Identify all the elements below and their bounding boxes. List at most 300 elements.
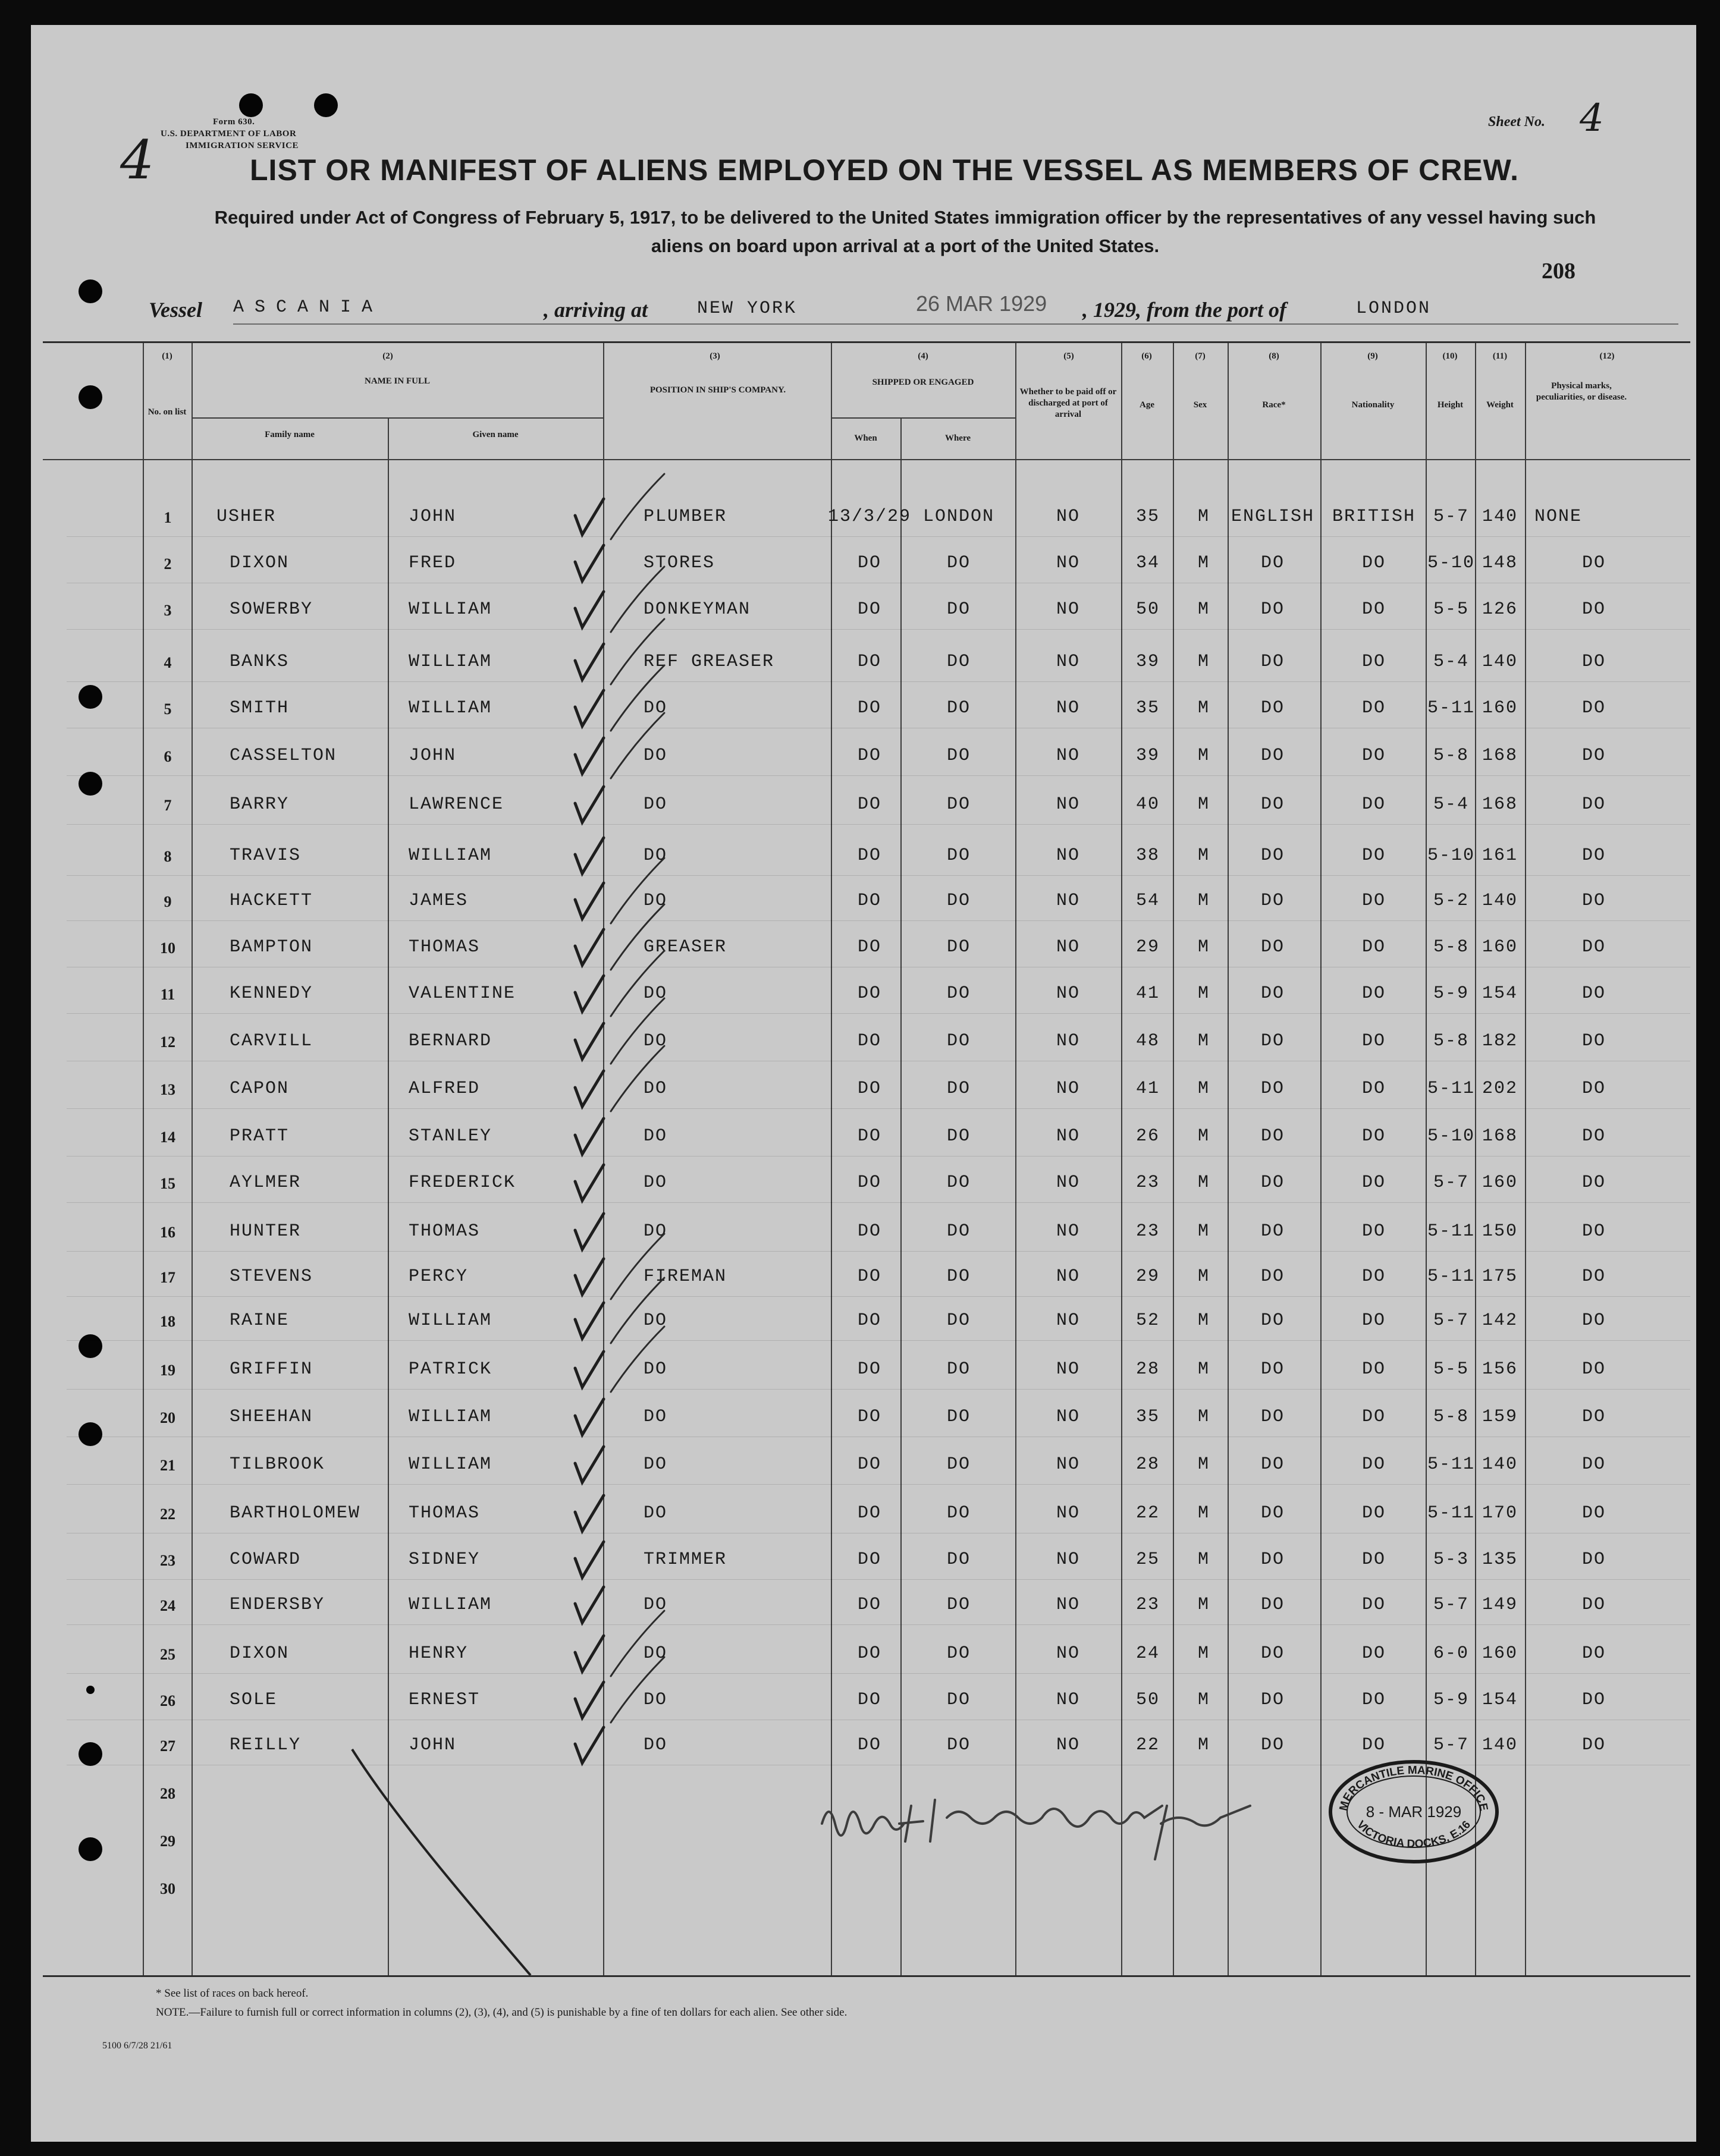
check-mark xyxy=(575,883,604,919)
stamp-date-text: 8 - MAR 1929 xyxy=(1366,1803,1462,1821)
row-rule xyxy=(67,1251,1690,1252)
row-number: 10 xyxy=(160,939,175,957)
col-head-when: When xyxy=(854,433,877,443)
weight-cell: 160 xyxy=(1482,937,1518,957)
paid-off-cell: NO xyxy=(1056,1690,1081,1710)
sex-cell: M xyxy=(1197,937,1210,957)
weight-cell: 154 xyxy=(1482,983,1518,1004)
row-number: 19 xyxy=(160,1362,175,1379)
col-num-4: (4) xyxy=(918,351,928,361)
col-head-position: POSITION IN SHIP'S COMPANY. xyxy=(649,385,786,395)
race-cell: DO xyxy=(1260,983,1285,1004)
given-name-cell: THOMAS xyxy=(409,937,481,957)
shipped-when-cell: DO xyxy=(857,1690,882,1710)
sex-cell: M xyxy=(1197,1690,1210,1710)
sheet-number: 4 xyxy=(1580,96,1604,140)
paid-off-cell: NO xyxy=(1056,507,1081,527)
row-rule xyxy=(67,1579,1690,1580)
punch-hole xyxy=(239,93,263,117)
shipped-where-cell: DO xyxy=(946,1690,971,1710)
row-rule xyxy=(67,920,1690,921)
race-cell: DO xyxy=(1260,1454,1285,1475)
check-mark xyxy=(575,1587,604,1623)
weight-cell: 150 xyxy=(1482,1221,1518,1242)
physical-marks-cell: DO xyxy=(1581,1735,1606,1755)
page-title: LIST OR MANIFEST OF ALIENS EMPLOYED ON THE VESSEL AS MEMBERS OF CREW. xyxy=(250,153,1519,187)
physical-marks-cell: DO xyxy=(1581,746,1606,766)
given-name-cell: WILLIAM xyxy=(409,652,492,672)
given-name-cell: FREDERICK xyxy=(409,1173,516,1193)
race-cell: DO xyxy=(1260,1126,1285,1146)
paid-off-cell: NO xyxy=(1056,1454,1081,1475)
height-cell: 5-11 xyxy=(1427,1266,1476,1287)
row-rule xyxy=(67,1340,1690,1341)
height-cell: 5-7 xyxy=(1433,1173,1470,1193)
row-number: 18 xyxy=(160,1313,175,1330)
shipped-where-cell: DO xyxy=(946,1079,971,1099)
arrival-date-stamp: 26 MAR 1929 xyxy=(916,291,1047,316)
check-mark xyxy=(575,592,604,627)
position-cell: TRIMMER xyxy=(644,1550,727,1570)
page-subtitle xyxy=(132,203,1678,260)
position-cell: DO xyxy=(644,1735,668,1755)
subtitle-line-2: aliens on board upon arrival at a port of the United States. xyxy=(651,235,1160,256)
shipped-when-cell: DO xyxy=(857,553,882,573)
column-divider xyxy=(1525,343,1526,1975)
family-name-cell: DIXON xyxy=(230,553,290,573)
check-mark xyxy=(575,499,604,535)
paid-off-cell: NO xyxy=(1056,891,1081,911)
shipped-where-cell: DO xyxy=(946,846,971,866)
inspector-signature xyxy=(810,1782,1286,1877)
row-number: 13 xyxy=(160,1081,175,1098)
col-head-age: Age xyxy=(1140,400,1154,410)
row-number: 2 xyxy=(164,555,172,573)
nationality-cell: DO xyxy=(1361,1690,1386,1710)
position-cell: REF GREASER xyxy=(644,652,775,672)
physical-marks-cell: DO xyxy=(1581,1126,1606,1146)
check-mark xyxy=(575,545,604,581)
family-name-cell: CASSELTON xyxy=(230,746,337,766)
given-name-cell: PERCY xyxy=(409,1266,469,1287)
paid-off-cell: NO xyxy=(1056,1173,1081,1193)
row-number: 4 xyxy=(164,654,172,671)
family-name-cell: BANKS xyxy=(230,652,290,672)
punch-hole xyxy=(79,1837,102,1861)
column-divider xyxy=(1228,343,1229,1975)
given-name-cell: JOHN xyxy=(409,507,457,527)
check-mark xyxy=(575,1399,604,1435)
race-cell: DO xyxy=(1260,1735,1285,1755)
sex-cell: M xyxy=(1197,1173,1210,1193)
paid-off-cell: NO xyxy=(1056,846,1081,866)
weight-cell: 140 xyxy=(1482,891,1518,911)
shipped-when-cell: DO xyxy=(857,652,882,672)
shipped-where-cell: DO xyxy=(946,891,971,911)
family-name-cell: TRAVIS xyxy=(230,846,302,866)
position-cell: DO xyxy=(644,1690,668,1710)
vessel-underline xyxy=(233,323,1678,325)
age-cell: 23 xyxy=(1135,1221,1160,1242)
position-cell: DO xyxy=(644,1643,668,1664)
shipped-when-cell: DO xyxy=(857,1173,882,1193)
col-head-height: Height xyxy=(1437,400,1464,410)
given-name-cell: JAMES xyxy=(409,891,469,911)
shipped-when-cell: DO xyxy=(857,1359,882,1379)
physical-marks-cell: DO xyxy=(1581,1359,1606,1379)
shipped-where-cell: DO xyxy=(946,698,971,718)
row-rule xyxy=(67,1673,1690,1674)
row-number: 14 xyxy=(160,1129,175,1146)
weight-cell: 142 xyxy=(1482,1310,1518,1331)
physical-marks-cell: DO xyxy=(1581,652,1606,672)
check-mark xyxy=(575,1636,604,1671)
shipped-where-cell: LONDON xyxy=(922,507,995,527)
row-number: 20 xyxy=(160,1409,175,1426)
row-number: 8 xyxy=(164,848,172,865)
position-cell: DONKEYMAN xyxy=(644,599,751,620)
shipped-where-cell: DO xyxy=(946,1031,971,1051)
shipped-when-cell: DO xyxy=(857,1595,882,1615)
shipped-when-cell: DO xyxy=(857,891,882,911)
weight-cell: 168 xyxy=(1482,794,1518,815)
family-name-cell: KENNEDY xyxy=(230,983,313,1004)
sex-cell: M xyxy=(1197,1735,1210,1755)
family-name-cell: STEVENS xyxy=(230,1266,313,1287)
col-head-no-on-list: No. on list xyxy=(147,407,187,417)
height-cell: 5-8 xyxy=(1433,746,1470,766)
physical-marks-cell: DO xyxy=(1581,1266,1606,1287)
check-mark xyxy=(575,838,604,873)
column-divider xyxy=(603,343,604,1975)
punch-hole xyxy=(79,1422,102,1446)
height-cell: 5-11 xyxy=(1427,1503,1476,1523)
weight-cell: 170 xyxy=(1482,1503,1518,1523)
family-name-cell: USHER xyxy=(216,507,277,527)
shipped-where-cell: DO xyxy=(946,1595,971,1615)
sex-cell: M xyxy=(1197,1407,1210,1427)
position-cell: DO xyxy=(644,794,668,815)
punch-hole xyxy=(79,1334,102,1358)
sex-cell: M xyxy=(1197,553,1210,573)
shipped-where-cell: DO xyxy=(946,746,971,766)
family-name-cell: PRATT xyxy=(230,1126,290,1146)
shipped-when-cell: DO xyxy=(857,937,882,957)
paid-off-cell: NO xyxy=(1056,652,1081,672)
sex-cell: M xyxy=(1197,1310,1210,1331)
height-cell: 5-11 xyxy=(1427,1079,1476,1099)
given-name-cell: THOMAS xyxy=(409,1221,481,1242)
check-mark xyxy=(575,1165,604,1200)
position-cell: DO xyxy=(644,1407,668,1427)
col-num-1: (1) xyxy=(162,351,172,361)
physical-marks-cell: DO xyxy=(1581,1595,1606,1615)
family-name-cell: BAMPTON xyxy=(230,937,313,957)
height-cell: 5-8 xyxy=(1433,937,1470,957)
weight-cell: 126 xyxy=(1482,599,1518,620)
age-cell: 40 xyxy=(1135,794,1160,815)
check-mark xyxy=(575,1352,604,1387)
height-cell: 5-7 xyxy=(1433,1595,1470,1615)
sex-cell: M xyxy=(1197,891,1210,911)
weight-cell: 161 xyxy=(1482,846,1518,866)
row-number: 22 xyxy=(160,1506,175,1523)
family-name-cell: AYLMER xyxy=(230,1173,302,1193)
column-divider xyxy=(1475,343,1476,1975)
family-name-cell: ENDERSBY xyxy=(230,1595,325,1615)
col-head-sex: Sex xyxy=(1193,400,1207,410)
row-rule xyxy=(67,875,1690,876)
physical-marks-cell: DO xyxy=(1581,599,1606,620)
row-rule xyxy=(67,1202,1690,1203)
race-cell: DO xyxy=(1260,1359,1285,1379)
check-mark xyxy=(575,1071,604,1107)
check-mark xyxy=(575,787,604,822)
physical-marks-cell: DO xyxy=(1581,1079,1606,1099)
race-cell: DO xyxy=(1260,553,1285,573)
form-number: Form 630. xyxy=(213,117,255,127)
physical-marks-cell: DO xyxy=(1581,1031,1606,1051)
weight-cell: 168 xyxy=(1482,1126,1518,1146)
nationality-cell: DO xyxy=(1361,1454,1386,1475)
sex-cell: M xyxy=(1197,507,1210,527)
row-number: 15 xyxy=(160,1175,175,1192)
nationality-cell: DO xyxy=(1361,652,1386,672)
col-num-3: (3) xyxy=(710,351,720,361)
col-num-5: (5) xyxy=(1063,351,1074,361)
family-name-cell: HUNTER xyxy=(230,1221,302,1242)
shipped-when-cell: DO xyxy=(857,1031,882,1051)
race-cell: ENGLISH xyxy=(1231,507,1315,527)
check-mark xyxy=(575,1118,604,1154)
position-cell: STORES xyxy=(644,553,715,573)
nationality-cell: DO xyxy=(1361,891,1386,911)
row-rule xyxy=(67,1389,1690,1390)
family-name-cell: CARVILL xyxy=(230,1031,313,1051)
position-cell: DO xyxy=(644,983,668,1004)
position-cell: DO xyxy=(644,746,668,766)
manifest-sheet xyxy=(31,25,1696,2142)
physical-marks-cell: DO xyxy=(1581,891,1606,911)
height-cell: 5-4 xyxy=(1433,652,1470,672)
weight-cell: 140 xyxy=(1482,652,1518,672)
check-mark xyxy=(575,1259,604,1294)
race-cell: DO xyxy=(1260,1643,1285,1664)
row-number: 12 xyxy=(160,1033,175,1051)
sex-cell: M xyxy=(1197,1126,1210,1146)
nationality-cell: DO xyxy=(1361,1173,1386,1193)
col-head-family-name: Family name xyxy=(265,430,315,439)
height-cell: 5-7 xyxy=(1433,1310,1470,1331)
paid-off-cell: NO xyxy=(1056,1126,1081,1146)
given-name-cell: LAWRENCE xyxy=(409,794,504,815)
column-divider xyxy=(900,417,902,1975)
age-cell: 22 xyxy=(1135,1503,1160,1523)
weight-cell: 159 xyxy=(1482,1407,1518,1427)
row-rule xyxy=(67,1484,1690,1485)
sheet-label: Sheet No. xyxy=(1488,114,1545,130)
row-rule xyxy=(67,629,1690,630)
row-rule xyxy=(67,1013,1690,1014)
paid-off-cell: NO xyxy=(1056,937,1081,957)
height-cell: 5-9 xyxy=(1433,1690,1470,1710)
cancel-stroke xyxy=(340,1743,542,1981)
shipped-where-cell: DO xyxy=(946,599,971,620)
weight-cell: 154 xyxy=(1482,1690,1518,1710)
paid-off-cell: NO xyxy=(1056,1503,1081,1523)
service-label: IMMIGRATION SERVICE xyxy=(186,141,299,150)
physical-marks-cell: DO xyxy=(1581,553,1606,573)
shipped-where-cell: DO xyxy=(946,1126,971,1146)
given-name-cell: VALENTINE xyxy=(409,983,516,1004)
position-cell: FIREMAN xyxy=(644,1266,727,1287)
position-cell: PLUMBER xyxy=(644,507,727,527)
physical-marks-cell: DO xyxy=(1581,983,1606,1004)
given-name-cell: PATRICK xyxy=(409,1359,492,1379)
height-cell: 5-10 xyxy=(1427,1126,1476,1146)
weight-cell: 160 xyxy=(1482,698,1518,718)
from-port: LONDON xyxy=(1356,298,1432,319)
mercantile-marine-office-stamp xyxy=(1324,1755,1503,1868)
col-head-given-name: Given name xyxy=(472,430,519,439)
age-cell: 52 xyxy=(1135,1310,1160,1331)
shipped-when-cell: 13/3/29 xyxy=(827,507,912,527)
sex-cell: M xyxy=(1197,1079,1210,1099)
position-cell: DO xyxy=(644,1503,668,1523)
column-divider xyxy=(831,343,832,1975)
header-rule xyxy=(43,341,1690,343)
row-rule xyxy=(67,1108,1690,1109)
position-cell: DO xyxy=(644,1221,668,1242)
col-head-where: Where xyxy=(944,433,971,443)
check-mark xyxy=(575,644,604,680)
family-name-cell: SOLE xyxy=(230,1690,278,1710)
race-cell: DO xyxy=(1260,1690,1285,1710)
row-rule xyxy=(67,681,1690,682)
position-cell: DO xyxy=(644,1079,668,1099)
serial-number: 208 xyxy=(1542,259,1575,284)
age-cell: 39 xyxy=(1135,652,1160,672)
shipped-where-cell: DO xyxy=(946,1266,971,1287)
physical-marks-cell: DO xyxy=(1581,1221,1606,1242)
position-cell: GREASER xyxy=(644,937,727,957)
age-cell: 23 xyxy=(1135,1173,1160,1193)
paid-off-cell: NO xyxy=(1056,1031,1081,1051)
position-cell: DO xyxy=(644,1173,668,1193)
nationality-cell: DO xyxy=(1361,1031,1386,1051)
nationality-cell: DO xyxy=(1361,1310,1386,1331)
footnote-races: * See list of races on back hereof. xyxy=(156,1987,309,2000)
check-mark xyxy=(575,1303,604,1338)
weight-cell: 168 xyxy=(1482,746,1518,766)
paid-off-cell: NO xyxy=(1056,1310,1081,1331)
row-rule xyxy=(67,1624,1690,1625)
physical-marks-cell: DO xyxy=(1581,698,1606,718)
family-name-cell: SMITH xyxy=(230,698,290,718)
shipped-when-cell: DO xyxy=(857,794,882,815)
race-cell: DO xyxy=(1260,1266,1285,1287)
col-num-9: (9) xyxy=(1367,351,1378,361)
col-head-name-in-full: NAME IN FULL xyxy=(364,376,430,386)
family-name-cell: REILLY xyxy=(230,1735,302,1755)
nationality-cell: DO xyxy=(1361,746,1386,766)
weight-cell: 160 xyxy=(1482,1643,1518,1664)
column-divider xyxy=(388,417,389,1975)
physical-marks-cell: DO xyxy=(1581,1503,1606,1523)
weight-cell: 140 xyxy=(1482,1735,1518,1755)
check-mark xyxy=(575,1727,604,1763)
row-rule xyxy=(67,824,1690,825)
sex-cell: M xyxy=(1197,652,1210,672)
column-divider xyxy=(1015,343,1016,1975)
nationality-cell: DO xyxy=(1361,1359,1386,1379)
race-cell: DO xyxy=(1260,1550,1285,1570)
physical-marks-cell: DO xyxy=(1581,1454,1606,1475)
check-mark xyxy=(575,738,604,774)
race-cell: DO xyxy=(1260,1407,1285,1427)
column-divider xyxy=(192,343,193,1975)
arriving-label: , arriving at xyxy=(544,298,648,322)
header-subrule xyxy=(192,417,603,419)
shipped-when-cell: DO xyxy=(857,599,882,620)
age-cell: 39 xyxy=(1135,746,1160,766)
nationality-cell: DO xyxy=(1361,1407,1386,1427)
physical-marks-cell: DO xyxy=(1581,1173,1606,1193)
age-cell: 41 xyxy=(1135,983,1160,1004)
nationality-cell: DO xyxy=(1361,1550,1386,1570)
row-number: 27 xyxy=(160,1737,175,1755)
given-name-cell: WILLIAM xyxy=(409,1310,492,1331)
weight-cell: 140 xyxy=(1482,507,1518,527)
shipped-when-cell: DO xyxy=(857,1550,882,1570)
given-name-cell: STANLEY xyxy=(409,1126,492,1146)
sex-cell: M xyxy=(1197,1595,1210,1615)
shipped-when-cell: DO xyxy=(857,1503,882,1523)
race-cell: DO xyxy=(1260,1503,1285,1523)
weight-cell: 156 xyxy=(1482,1359,1518,1379)
race-cell: DO xyxy=(1260,846,1285,866)
column-divider xyxy=(143,343,144,1975)
given-name-cell: ERNEST xyxy=(409,1690,481,1710)
given-name-cell: WILLIAM xyxy=(409,1595,492,1615)
family-name-cell: BARTHOLOMEW xyxy=(230,1503,361,1523)
age-cell: 50 xyxy=(1135,599,1160,620)
col-head-paid-off: Whether to be paid off or discharged at port of arrival xyxy=(1019,387,1117,419)
weight-cell: 182 xyxy=(1482,1031,1518,1051)
shipped-where-cell: DO xyxy=(946,1407,971,1427)
sex-cell: M xyxy=(1197,1643,1210,1664)
age-cell: 41 xyxy=(1135,1079,1160,1099)
height-cell: 5-11 xyxy=(1427,1454,1476,1475)
row-number: 17 xyxy=(160,1269,175,1286)
weight-cell: 140 xyxy=(1482,1454,1518,1475)
col-num-6: (6) xyxy=(1141,351,1152,361)
sex-cell: M xyxy=(1197,1550,1210,1570)
punch-hole xyxy=(86,1686,95,1694)
weight-cell: 135 xyxy=(1482,1550,1518,1570)
check-mark xyxy=(575,690,604,726)
row-number: 6 xyxy=(164,748,172,765)
paid-off-cell: NO xyxy=(1056,983,1081,1004)
column-divider xyxy=(1426,343,1427,1975)
sex-cell: M xyxy=(1197,1031,1210,1051)
vessel-name: ASCANIA xyxy=(233,297,384,318)
race-cell: DO xyxy=(1260,1079,1285,1099)
col-num-11: (11) xyxy=(1492,351,1508,361)
height-cell: 5-9 xyxy=(1433,983,1470,1004)
weight-cell: 160 xyxy=(1482,1173,1518,1193)
punch-hole xyxy=(79,685,102,709)
